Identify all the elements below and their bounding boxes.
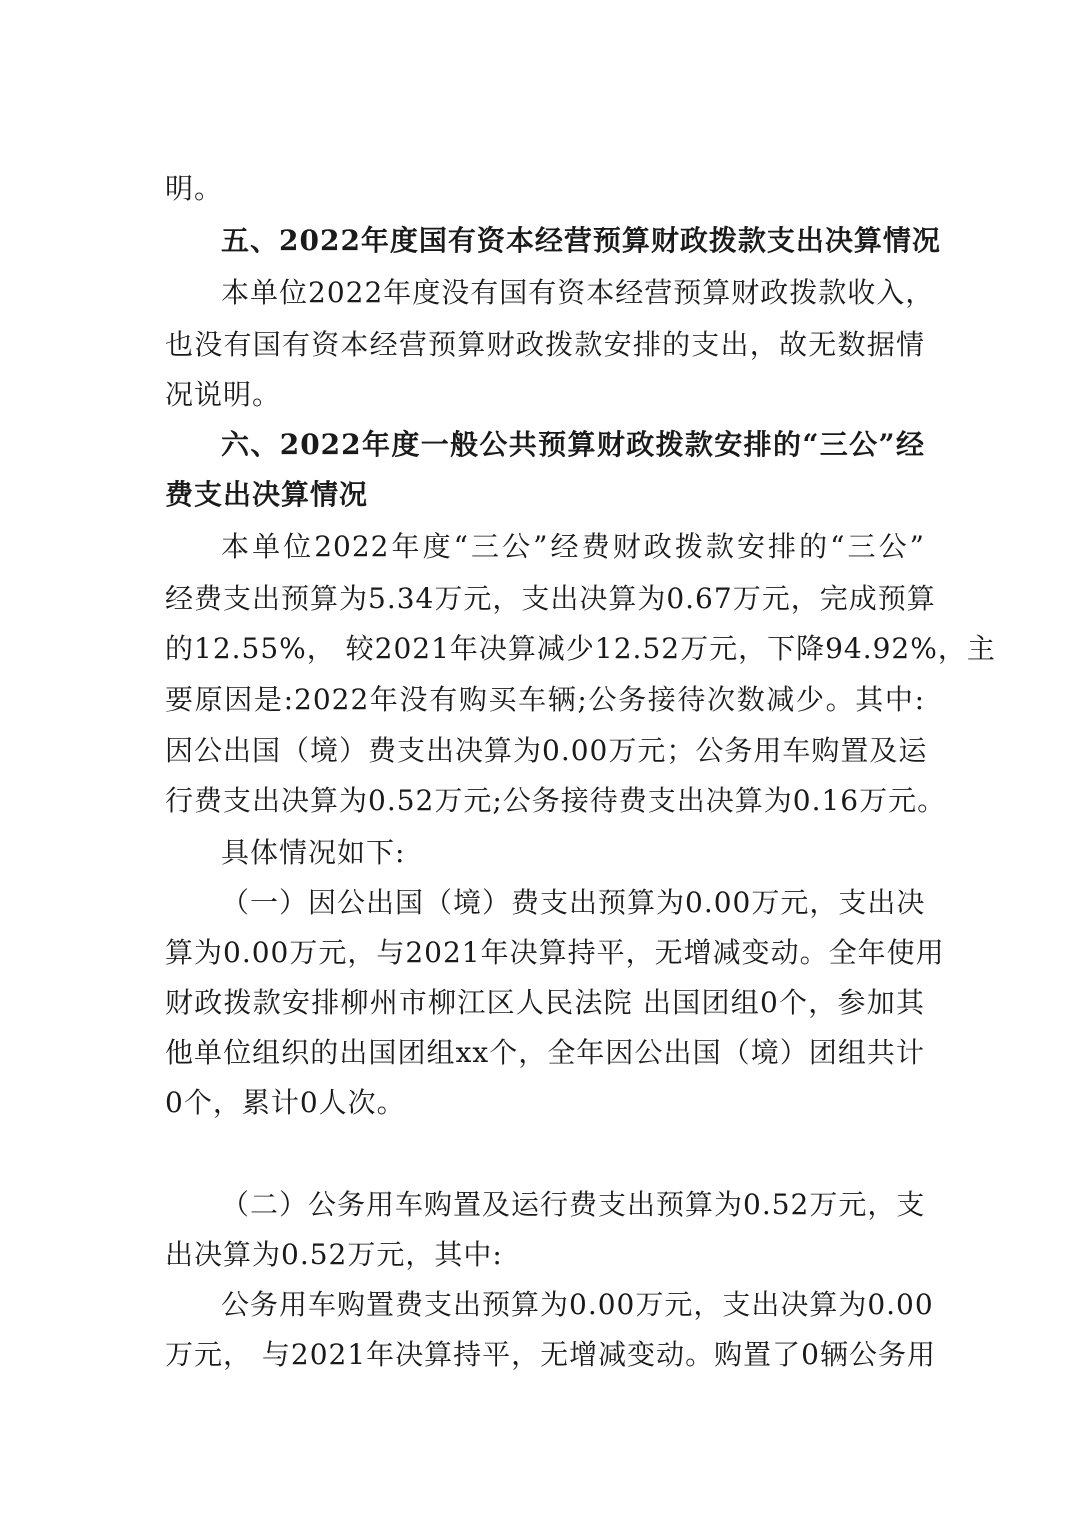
text-line: 行费支出决算为0.52万元;公务接待费支出决算为0.16万元。 [165,784,947,817]
text-line: 本单位2022年度没有国有资本经营预算财政拨款收入， [221,276,935,309]
text-line: 要原因是:2022年没有购买车辆;公务接待次数减少。其中: [165,683,925,716]
text-line: 财政拨款安排柳州市柳江区人民法院 出国团组0个，参加其 [165,986,925,1019]
section-heading: 六、2022年度一般公共预算财政拨款安排的“三公”经 [221,428,925,461]
text-line: 算为0.00万元，与2021年决算持平，无增减变动。全年使用 [165,936,945,969]
text-line: 的12.55%， 较2021年决算减少12.52万元，下降94.92%，主 [165,632,996,665]
text-line: （二）公务用车购置及运行费支出预算为0.52万元，支 [221,1188,926,1221]
text-line: 万元， 与2021年决算持平，无增减变动。购置了0辆公务用 [165,1338,936,1371]
text-line: 出决算为0.52万元，其中: [165,1238,503,1271]
text-line: 0个，累计0人次。 [165,1086,406,1119]
text-line: 本单位2022年度“三公”经费财政拨款安排的“三公” [221,530,925,563]
text-line: 况说明。 [165,378,282,411]
text-line: 因公出国（境）费支出决算为0.00万元；公务用车购置及运 [165,734,928,767]
section-heading: 五、2022年度国有资本经营预算财政拨款支出决算情况 [221,224,941,257]
text-line: 也没有国有资本经营预算财政拨款安排的支出，故无数据情 [165,328,925,361]
text-line: 明。 [165,172,224,205]
text-line: 公务用车购置费支出预算为0.00万元，支出决算为0.00 [221,1288,934,1321]
text-line: 他单位组织的出国团组xx个，全年因公出国（境）团组共计 [165,1036,925,1069]
text-line: 具体情况如下: [221,836,406,869]
text-line: 经费支出预算为5.34万元，支出决算为0.67万元，完成预算 [165,582,936,615]
text-line: （一）因公出国（境）费支出预算为0.00万元，支出决 [221,886,926,919]
section-heading: 费支出决算情况 [165,478,369,511]
